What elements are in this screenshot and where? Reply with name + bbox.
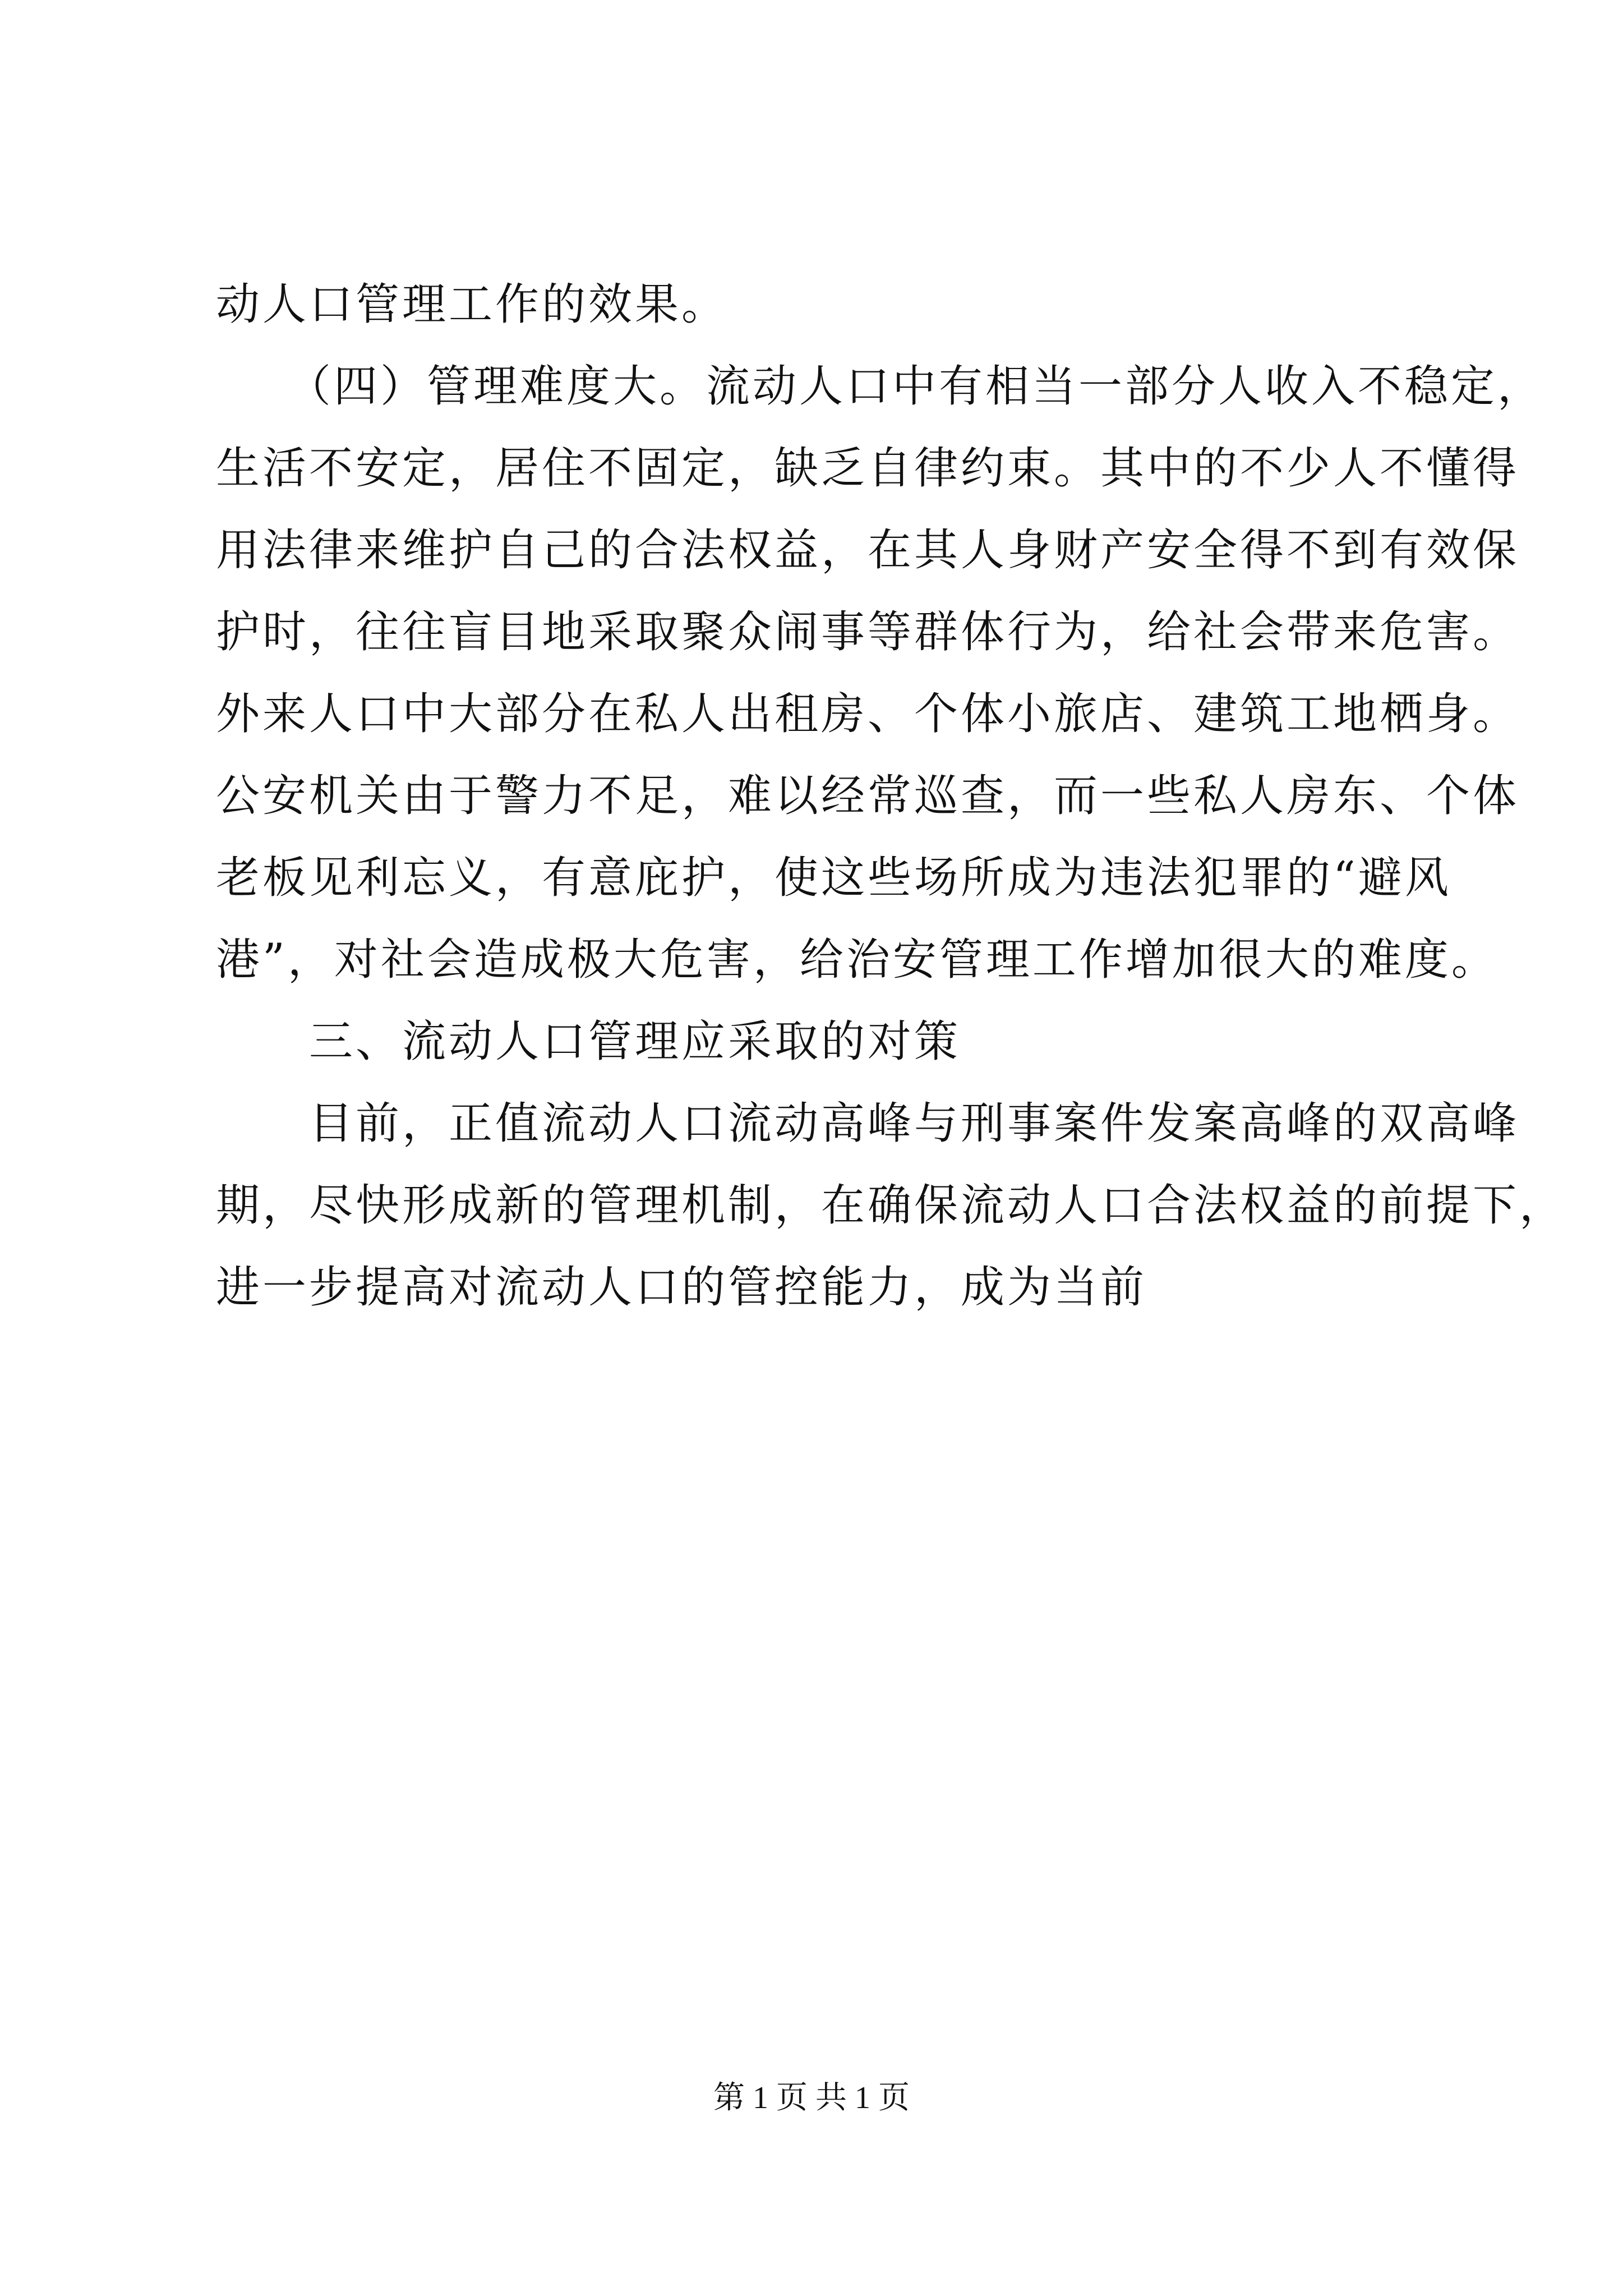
page-footer: [0, 2076, 1623, 2120]
document-body: [216, 264, 1566, 1328]
text-line: （四）管理难度大。流动人口中有相当一部分人收入不稳定，: [216, 361, 1544, 412]
text-line: 动人口管理工作的效果。: [216, 279, 728, 330]
text-line: 目前，正值流动人口流动高峰与刑事案件发案高峰的双高峰: [216, 1098, 1520, 1149]
page-number: 第 1 页 共 1 页: [713, 2081, 910, 2115]
text-line: 老板见利忘义，有意庇护，使这些场所成为违法犯罪的“避风: [216, 853, 1451, 903]
text-line: 期，尽快形成新的管理机制，在确保流动人口合法权益的前提下，: [216, 1180, 1566, 1231]
text-line: 外来人口中大部分在私人出租房、个体小旅店、建筑工地栖身。: [216, 689, 1520, 739]
text-line: 生活不安定，居住不固定，缺乏自律约束。其中的不少人不懂得: [216, 443, 1520, 494]
text-line: 用法律来维护自己的合法权益，在其人身财产安全得不到有效保: [216, 525, 1520, 576]
text-line: 进一步提高对流动人口的管控能力，成为当前: [216, 1262, 1147, 1313]
text-line: 公安机关由于警力不足，难以经常巡查，而一些私人房东、个体: [216, 771, 1520, 821]
section-heading: 三、流动人口管理应采取的对策: [216, 1016, 961, 1067]
text-line: 护时，往往盲目地采取聚众闹事等群体行为，给社会带来危害。: [216, 607, 1520, 657]
text-line: 港”，对社会造成极大危害，给治安管理工作增加很大的难度。: [216, 935, 1498, 985]
